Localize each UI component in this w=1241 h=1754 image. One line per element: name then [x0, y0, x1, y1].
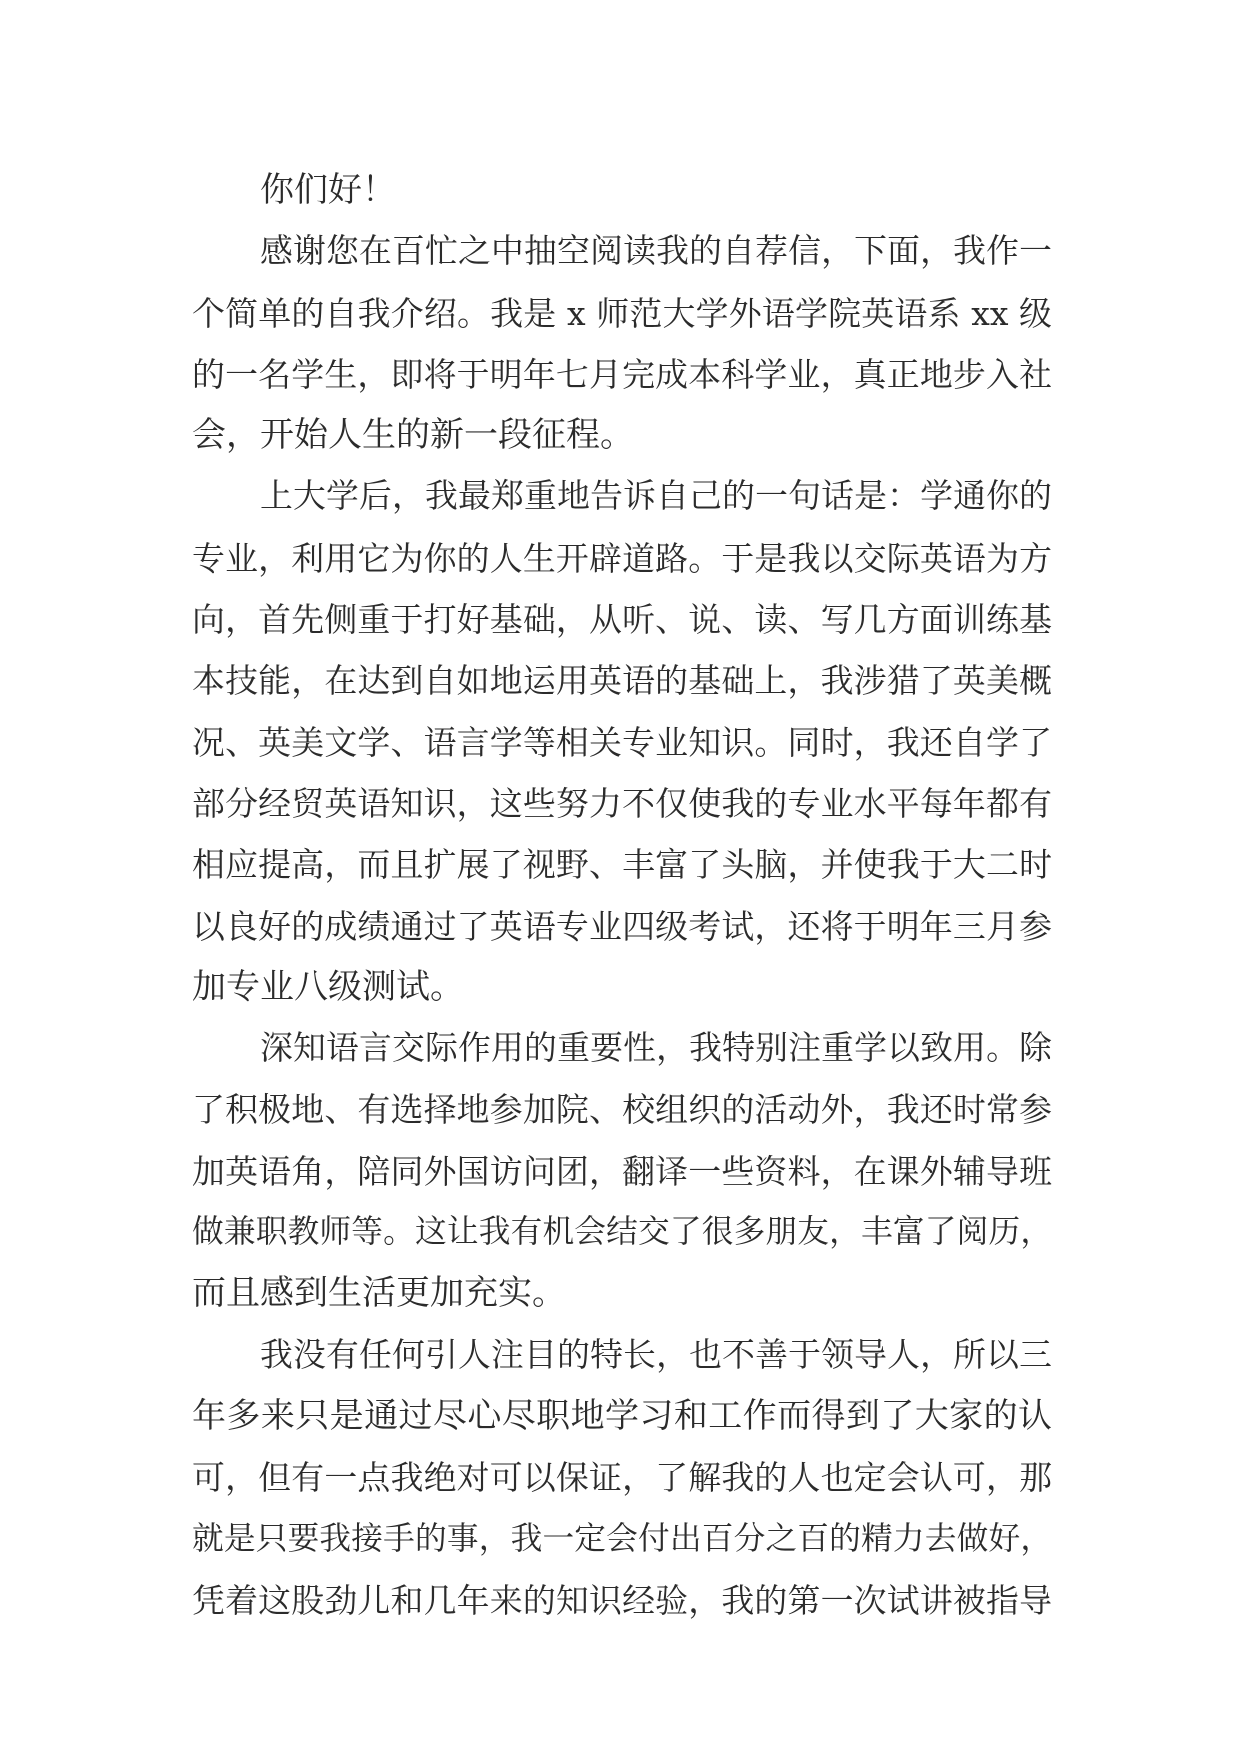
text-line: 个简单的自我介绍。我是 x 师范大学外语学院英语系 xx 级 [192, 293, 1052, 333]
text-line: 向，首先侧重于打好基础，从听、说、读、写几方面训练基 [192, 600, 1052, 640]
text-line: 你们好！ [260, 170, 396, 210]
text-line: 年多来只是通过尽心尽职地学习和工作而得到了大家的认 [192, 1395, 1052, 1436]
text-line: 感谢您在百忙之中抽空阅读我的自荐信，下面，我作一 [260, 232, 1052, 271]
text-line: 我没有任何引人注目的特长，也不善于领导人，所以三 [260, 1335, 1052, 1374]
text-line: 可，但有一点我绝对可以保证，了解我的人也定会认可，那 [192, 1458, 1052, 1498]
text-line: 以良好的成绩通过了英语专业四级考试，还将于明年三月参 [192, 906, 1052, 946]
text-line: 做兼职教师等。这让我有机会结交了很多朋友，丰富了阅历， [192, 1214, 1052, 1251]
text-line: 上大学后，我最郑重地告诉自己的一句话是：学通你的 [260, 477, 1052, 516]
text-line: 况、英美文学、语言学等相关专业知识。同时，我还自学了 [192, 722, 1052, 762]
text-line: 了积极地、有选择地参加院、校组织的活动外，我还时常参 [192, 1090, 1052, 1130]
text-line: 专业，利用它为你的人生开辟道路。于是我以交际英语为方 [192, 538, 1052, 578]
text-line: 而且感到生活更加充实。 [192, 1273, 566, 1314]
text-line: 加英语角，陪同外国访问团，翻译一些资料，在课外辅导班 [192, 1151, 1052, 1191]
text-line: 部分经贸英语知识，这些努力不仅使我的专业水平每年都有 [192, 783, 1052, 823]
text-line: 的一名学生，即将于明年七月完成本科学业，真正地步入社 [192, 354, 1052, 394]
text-line: 会，开始人生的新一段征程。 [192, 415, 634, 456]
text-line: 加专业八级测试。 [192, 966, 464, 1007]
text-line: 就是只要我接手的事，我一定会付出百分之百的精力去做好， [192, 1520, 1052, 1557]
text-line: 本技能，在达到自如地运用英语的基础上，我涉猎了英美概 [192, 661, 1052, 701]
text-line: 相应提高，而且扩展了视野、丰富了头脑，并使我于大二时 [192, 845, 1052, 885]
letter-body [192, 160, 1052, 1631]
text-line: 凭着这股劲儿和几年来的知识经验，我的第一次试讲被指导 [192, 1580, 1052, 1620]
text-line: 深知语言交际作用的重要性，我特别注重学以致用。除 [260, 1029, 1052, 1068]
